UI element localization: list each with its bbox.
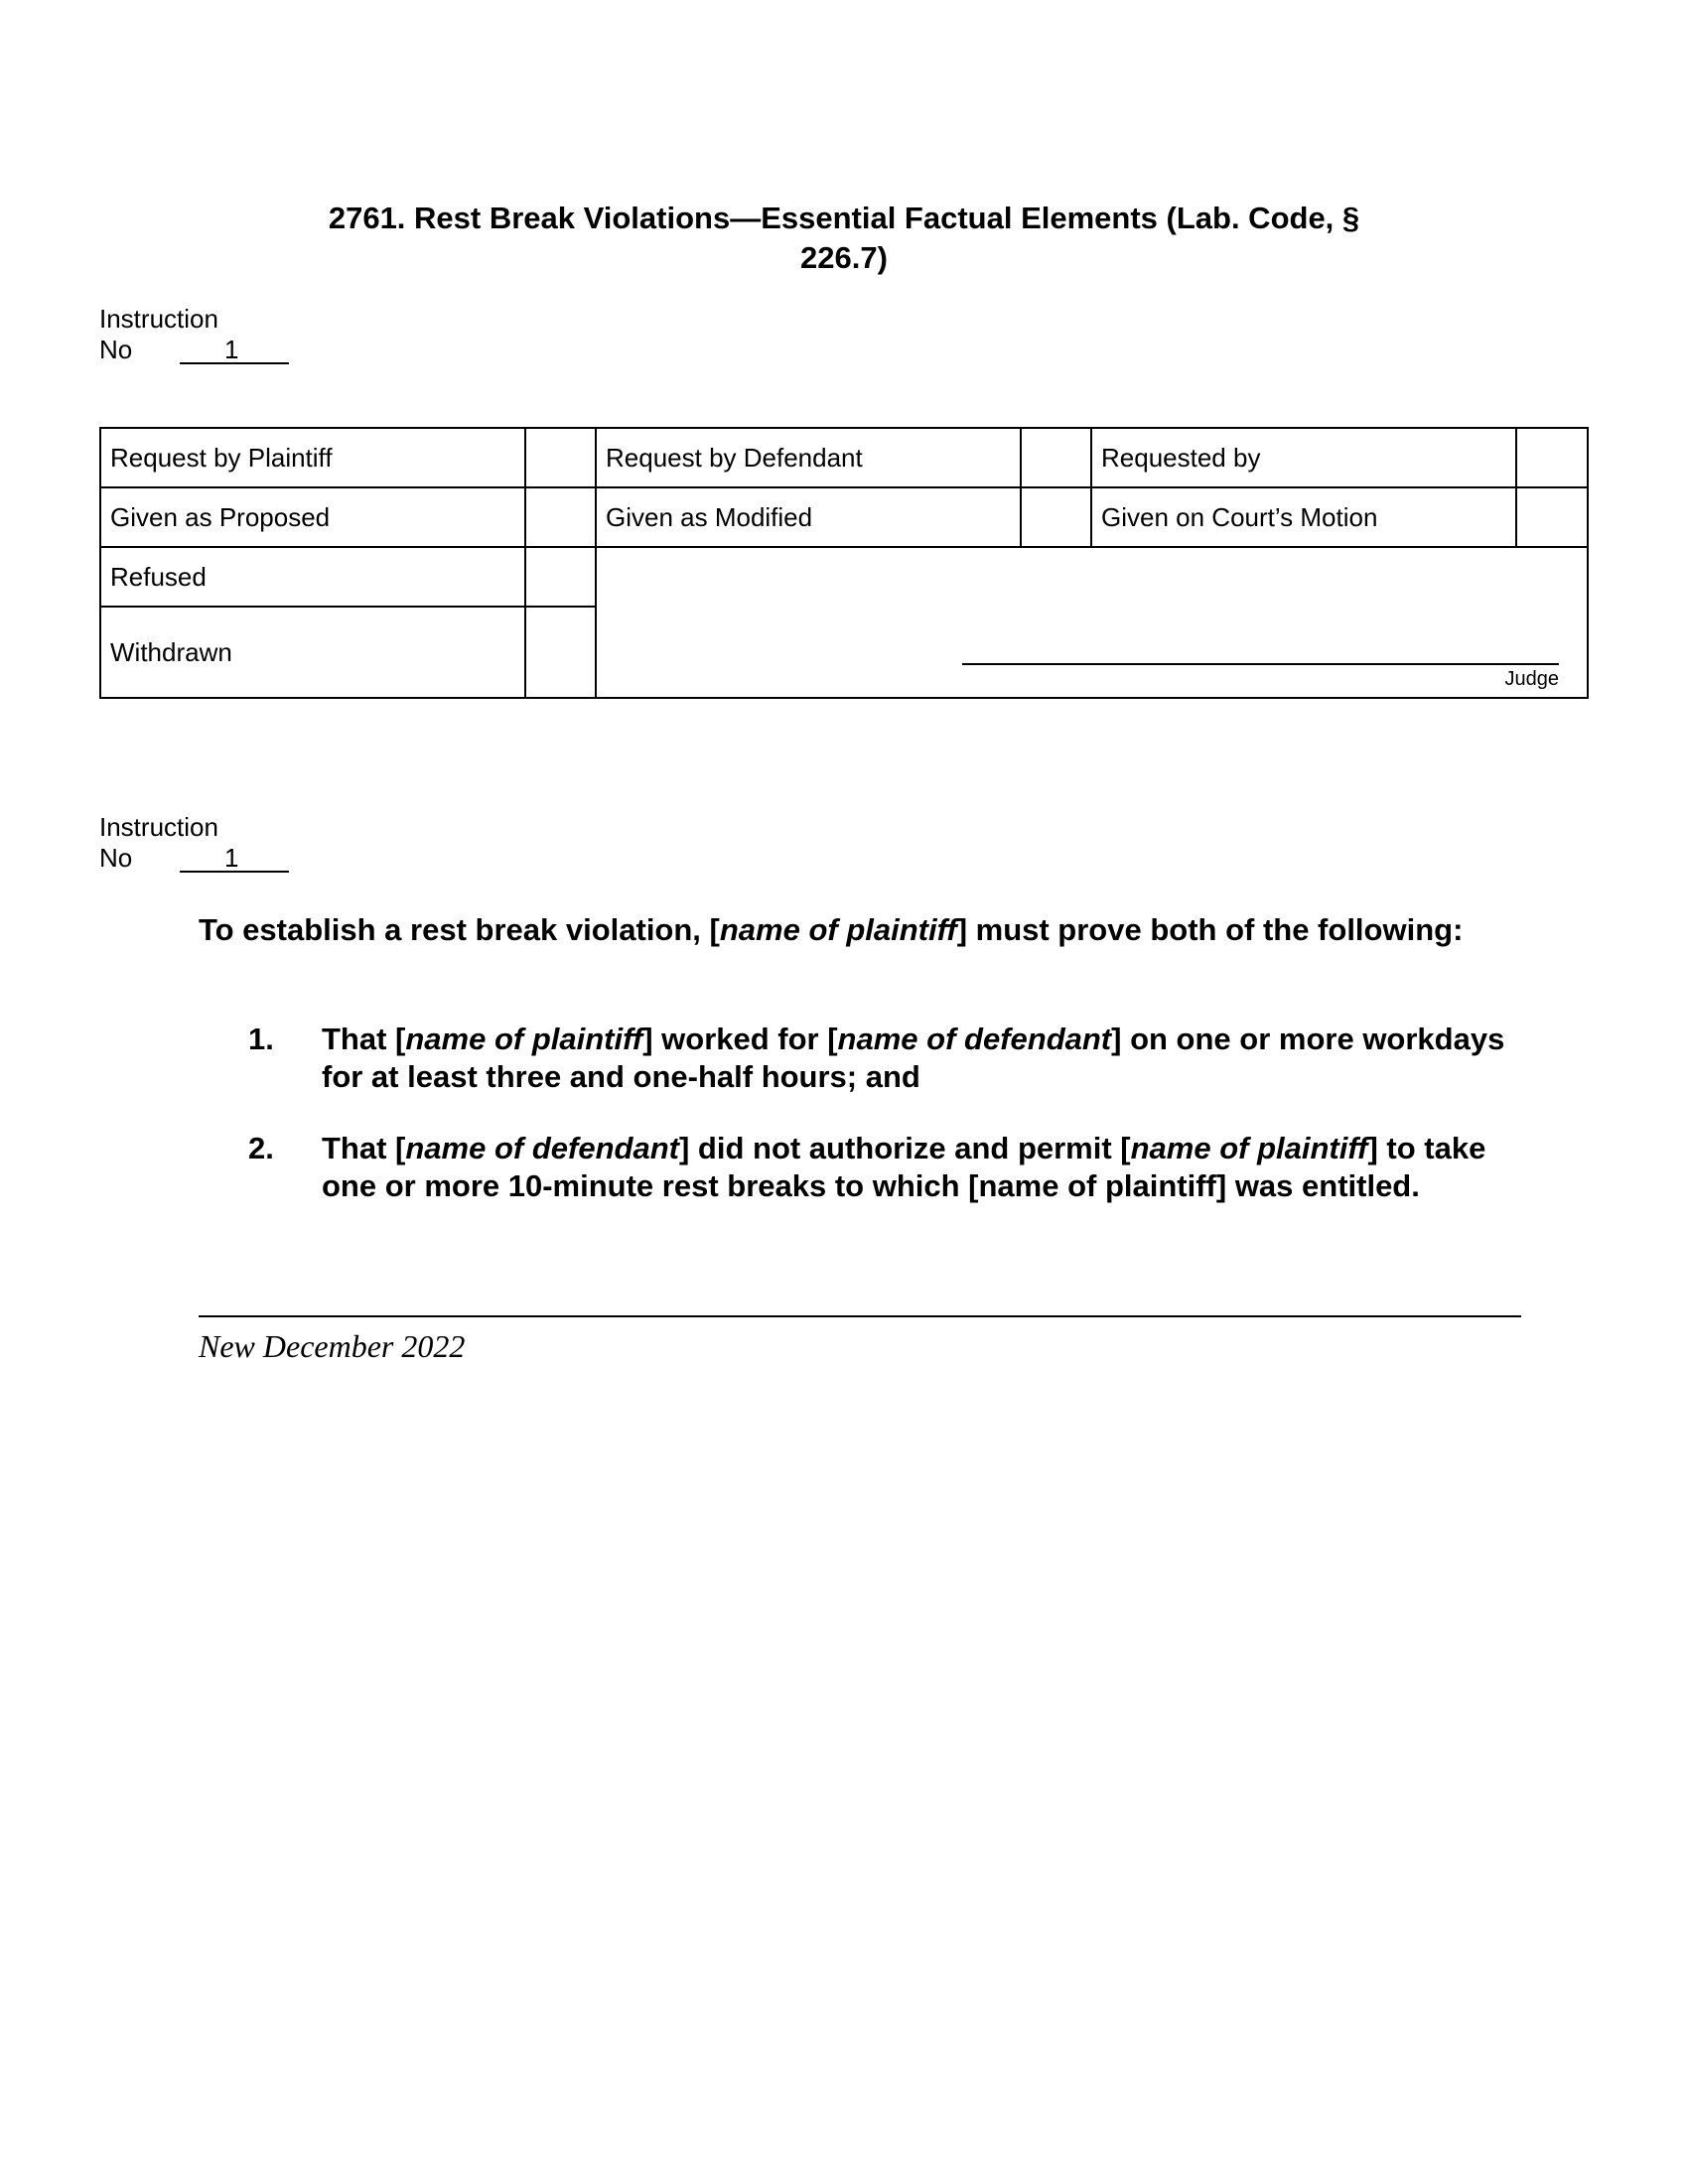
instruction-title <box>238 199 1450 278</box>
disposition-form <box>99 427 1589 699</box>
request-by-plaintiff-box[interactable] <box>525 428 596 487</box>
withdrawn-box[interactable] <box>525 607 596 698</box>
intro-paragraph: To establish a rest break violation, [name of plaintiff] must prove both of the following: <box>199 912 1464 947</box>
title-line-1: 2761. Rest Break Violations—Essential Factual Elements (Lab. Code, § <box>328 201 1360 235</box>
instruction-number: 1 <box>180 337 289 364</box>
judge-label: Judge <box>1504 668 1559 690</box>
footer-divider <box>199 1315 1521 1317</box>
request-by-plaintiff-label: Request by Plaintiff <box>100 428 525 487</box>
instruction-number-block-bottom <box>99 812 289 874</box>
instruction-label: Instruction <box>99 304 218 334</box>
list-item-number: 1. <box>248 1022 274 1056</box>
judge-signature-area <box>596 547 1588 698</box>
given-on-courts-motion-label: Given on Court’s Motion <box>1091 487 1516 547</box>
given-as-proposed-label: Given as Proposed <box>100 487 525 547</box>
request-by-defendant-label: Request by Defendant <box>596 428 1021 487</box>
given-on-courts-motion-box[interactable] <box>1516 487 1588 547</box>
list-item-text: That [name of plaintiff] worked for [name of defendant] on one or more workdays for at least three and one-half hours; and <box>322 1022 1505 1094</box>
list-item-number: 2. <box>248 1131 274 1165</box>
refused-box[interactable] <box>525 547 596 607</box>
no-label: No <box>99 843 133 873</box>
withdrawn-label: Withdrawn <box>100 607 525 698</box>
no-label: No <box>99 335 133 364</box>
given-as-proposed-box[interactable] <box>525 487 596 547</box>
instruction-label: Instruction <box>99 812 218 842</box>
requested-by-box[interactable] <box>1516 428 1588 487</box>
revision-note: New December 2022 <box>199 1328 466 1364</box>
refused-label: Refused <box>100 547 525 607</box>
given-as-modified-label: Given as Modified <box>596 487 1021 547</box>
instruction-number-block-top <box>99 304 289 365</box>
list-item-text: That [name of defendant] did not authorize and permit [name of plaintiff] to take one or more 10-minute rest breaks to which [name of plaintiff] was entitled. <box>322 1131 1486 1203</box>
judge-signature-line[interactable] <box>962 663 1559 665</box>
instruction-number: 1 <box>180 845 289 873</box>
request-by-defendant-box[interactable] <box>1021 428 1091 487</box>
given-as-modified-box[interactable] <box>1021 487 1091 547</box>
title-line-2: 226.7) <box>800 240 888 275</box>
requested-by-label: Requested by <box>1091 428 1516 487</box>
